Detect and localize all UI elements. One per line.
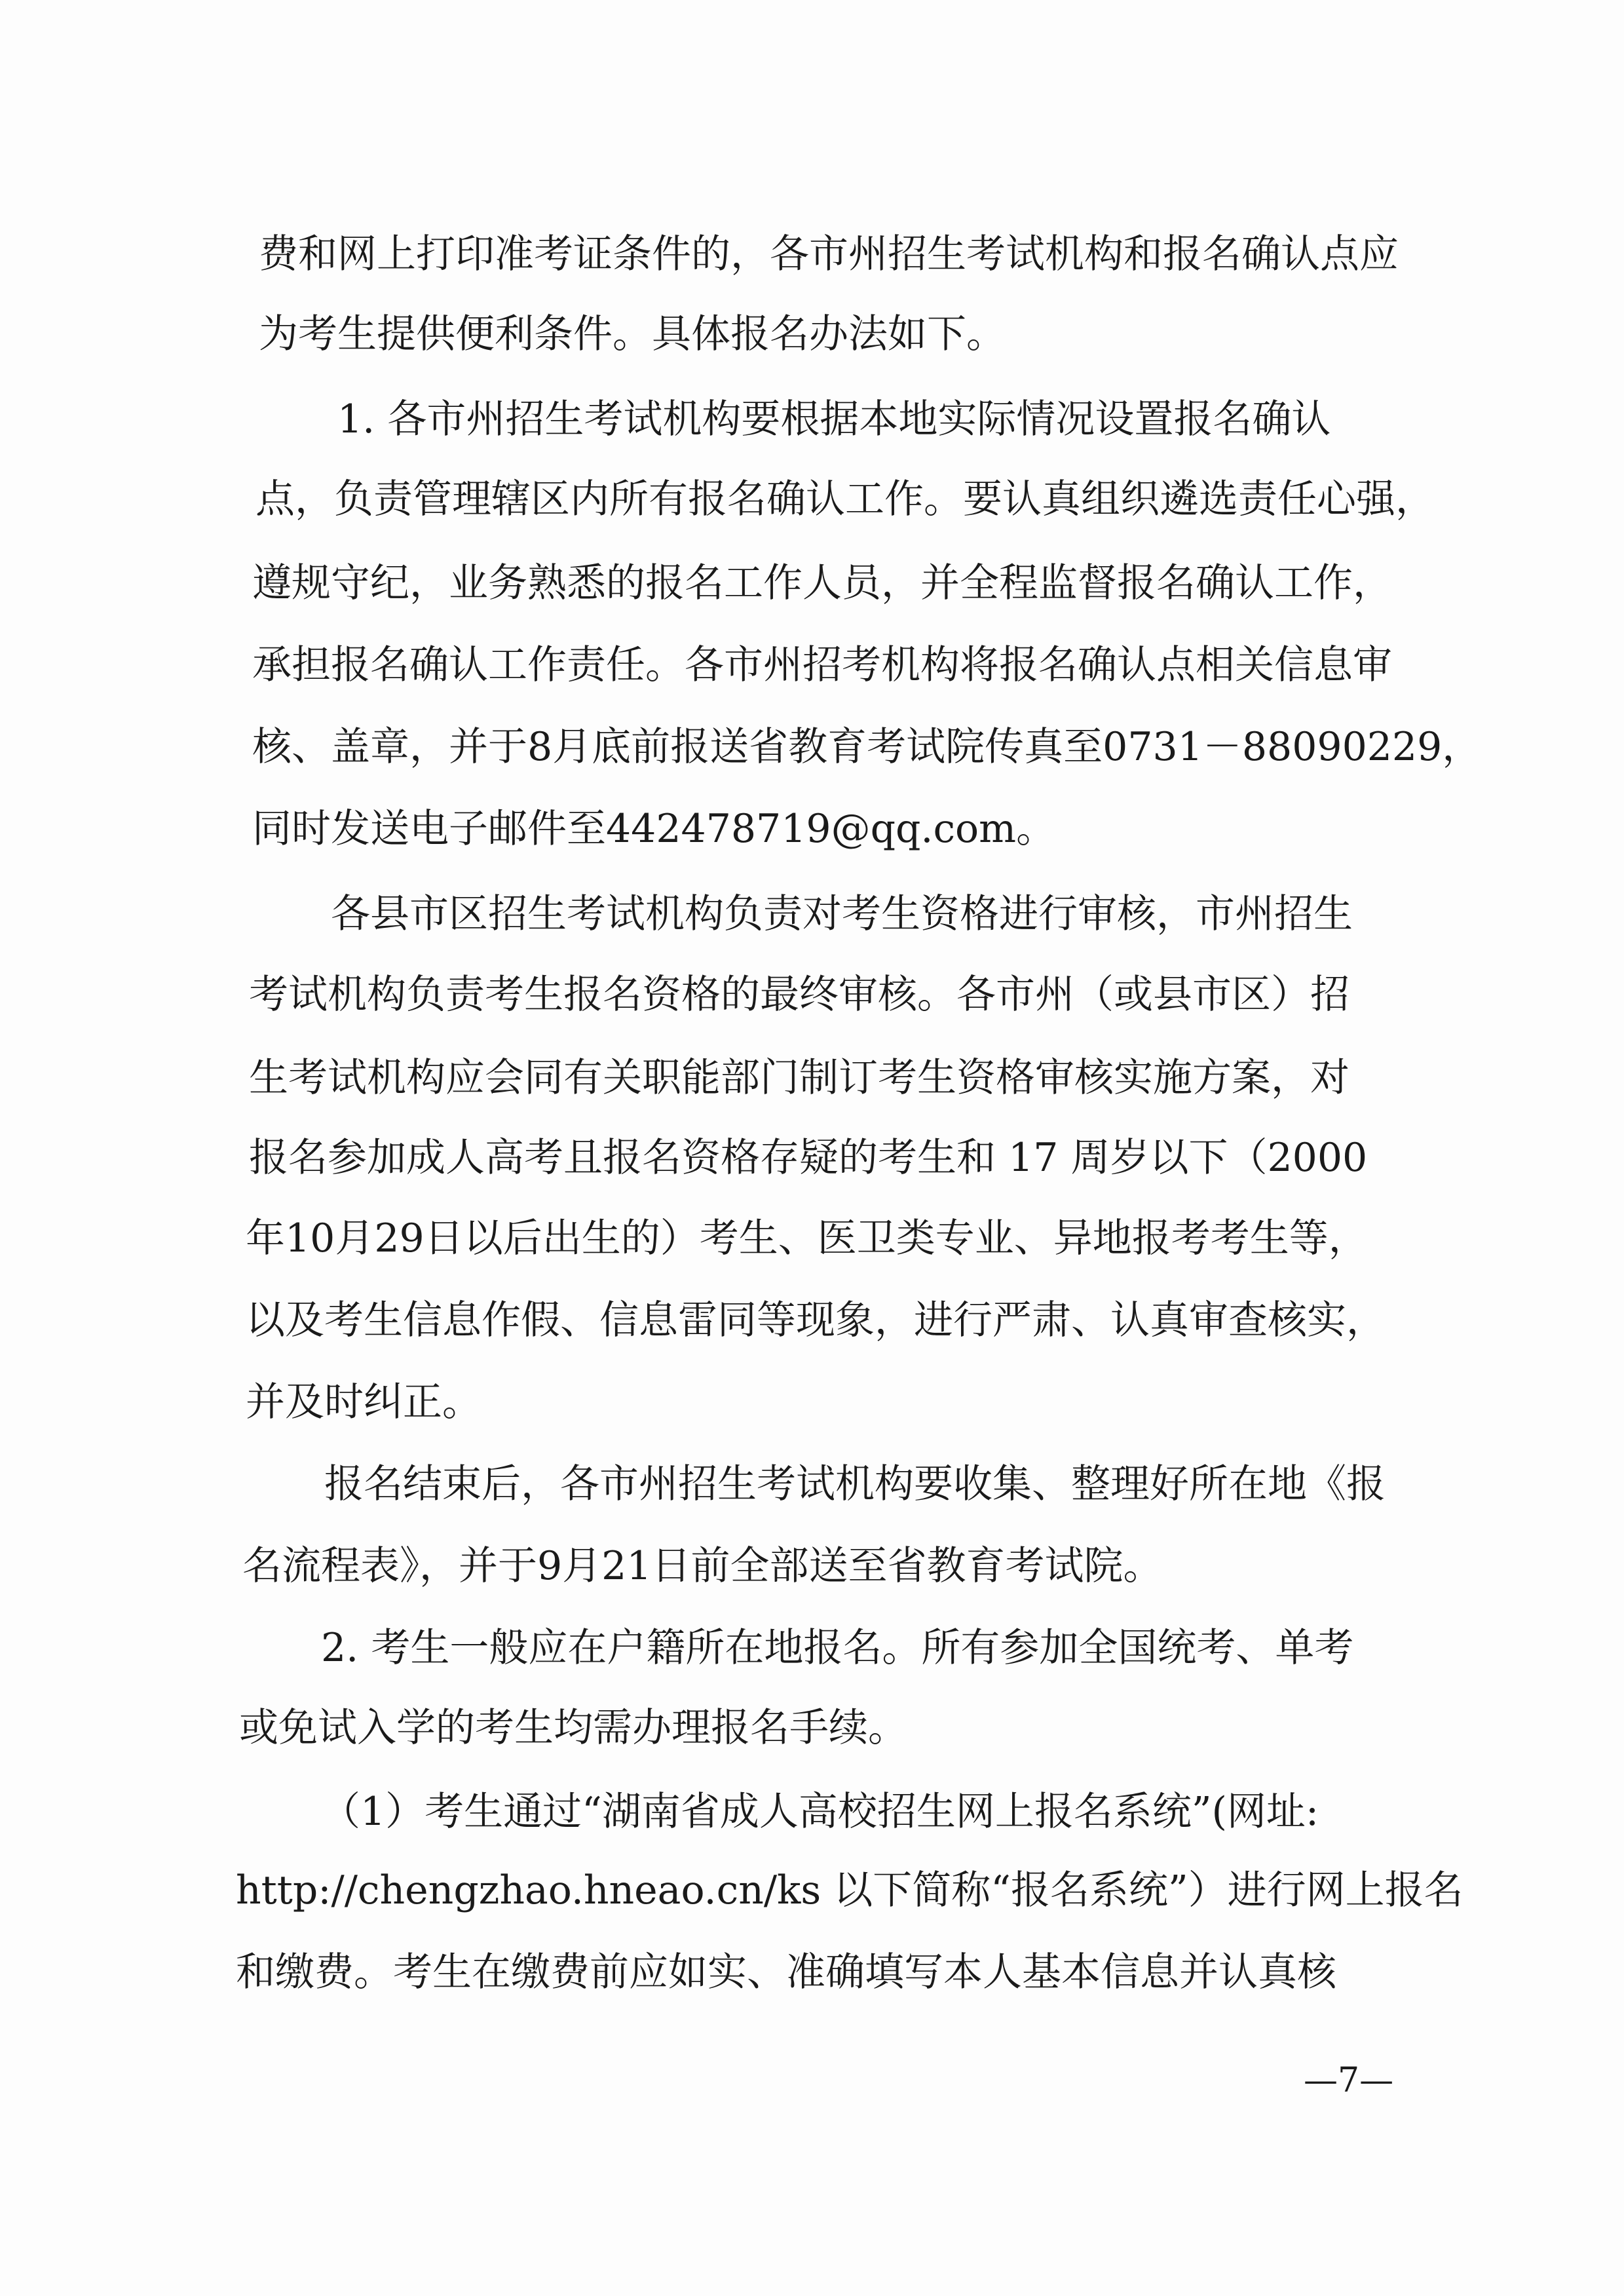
page-number: —7— (1304, 2061, 1394, 2100)
text-line-1: 费和网上打印准考证条件的，各市州招生考试机构和报名确认点应 (259, 231, 1399, 277)
text-line-16: 报名结束后，各市州招生考试机构要收集、整理好所在地《报 (324, 1461, 1386, 1507)
text-line-13: 年10月29日以后出生的）考生、医卫类专业、异地报考考生等， (246, 1215, 1368, 1261)
text-line-4: 点，负责管理辖区内所有报名确认工作。要认真组织遴选责任心强， (255, 476, 1435, 522)
text-line-11: 生考试机构应会同有关职能部门制订考生资格审核实施方案，对 (249, 1055, 1350, 1101)
text-line-12: 报名参加成人高考且报名资格存疑的考生和 17 周岁以下（2000 (249, 1135, 1368, 1181)
text-line-8: 同时发送电子邮件至442478719@qq.com。 (252, 806, 1056, 852)
text-line-7: 核、盖章，并于8月底前报送省教育考试院传真至0731－88090229， (252, 724, 1482, 770)
text-line-18: 2. 考生一般应在户籍所在地报名。所有参加全国统考、单考 (321, 1625, 1354, 1671)
text-line-22: 和缴费。考生在缴费前应如实、准确填写本人基本信息并认真核 (236, 1949, 1336, 1995)
text-line-5: 遵规守纪，业务熟悉的报名工作人员，并全程监督报名确认工作， (252, 560, 1392, 606)
text-line-17: 名流程表》，并于9月21日前全部送至省教育考试院。 (242, 1543, 1163, 1589)
text-line-20: （1）考生通过“湖南省成人高校招生网上报名系统”(网址: (321, 1789, 1319, 1835)
text-line-3: 1. 各市州招生考试机构要根据本地实际情况设置报名确认 (337, 396, 1331, 442)
text-line-2: 为考生提供便利条件。具体报名办法如下。 (259, 311, 1006, 357)
text-line-10: 考试机构负责考生报名资格的最终审核。各市州（或县市区）招 (249, 972, 1350, 1018)
text-line-9: 各县市区招生考试机构负责对考生资格进行审核，市州招生 (331, 891, 1353, 937)
text-line-6: 承担报名确认工作责任。各市州招考机构将报名确认点相关信息审 (252, 642, 1392, 688)
text-line-15: 并及时纠正。 (246, 1379, 482, 1425)
text-line-14: 以及考生信息作假、信息雷同等现象，进行严肃、认真审查核实， (246, 1297, 1386, 1343)
text-line-21: http://chengzhao.hneao.cn/ks 以下简称“报名系统”）进行网上报名 (236, 1867, 1463, 1913)
text-line-19: 或免试入学的考生均需办理报名手续。 (239, 1705, 907, 1751)
